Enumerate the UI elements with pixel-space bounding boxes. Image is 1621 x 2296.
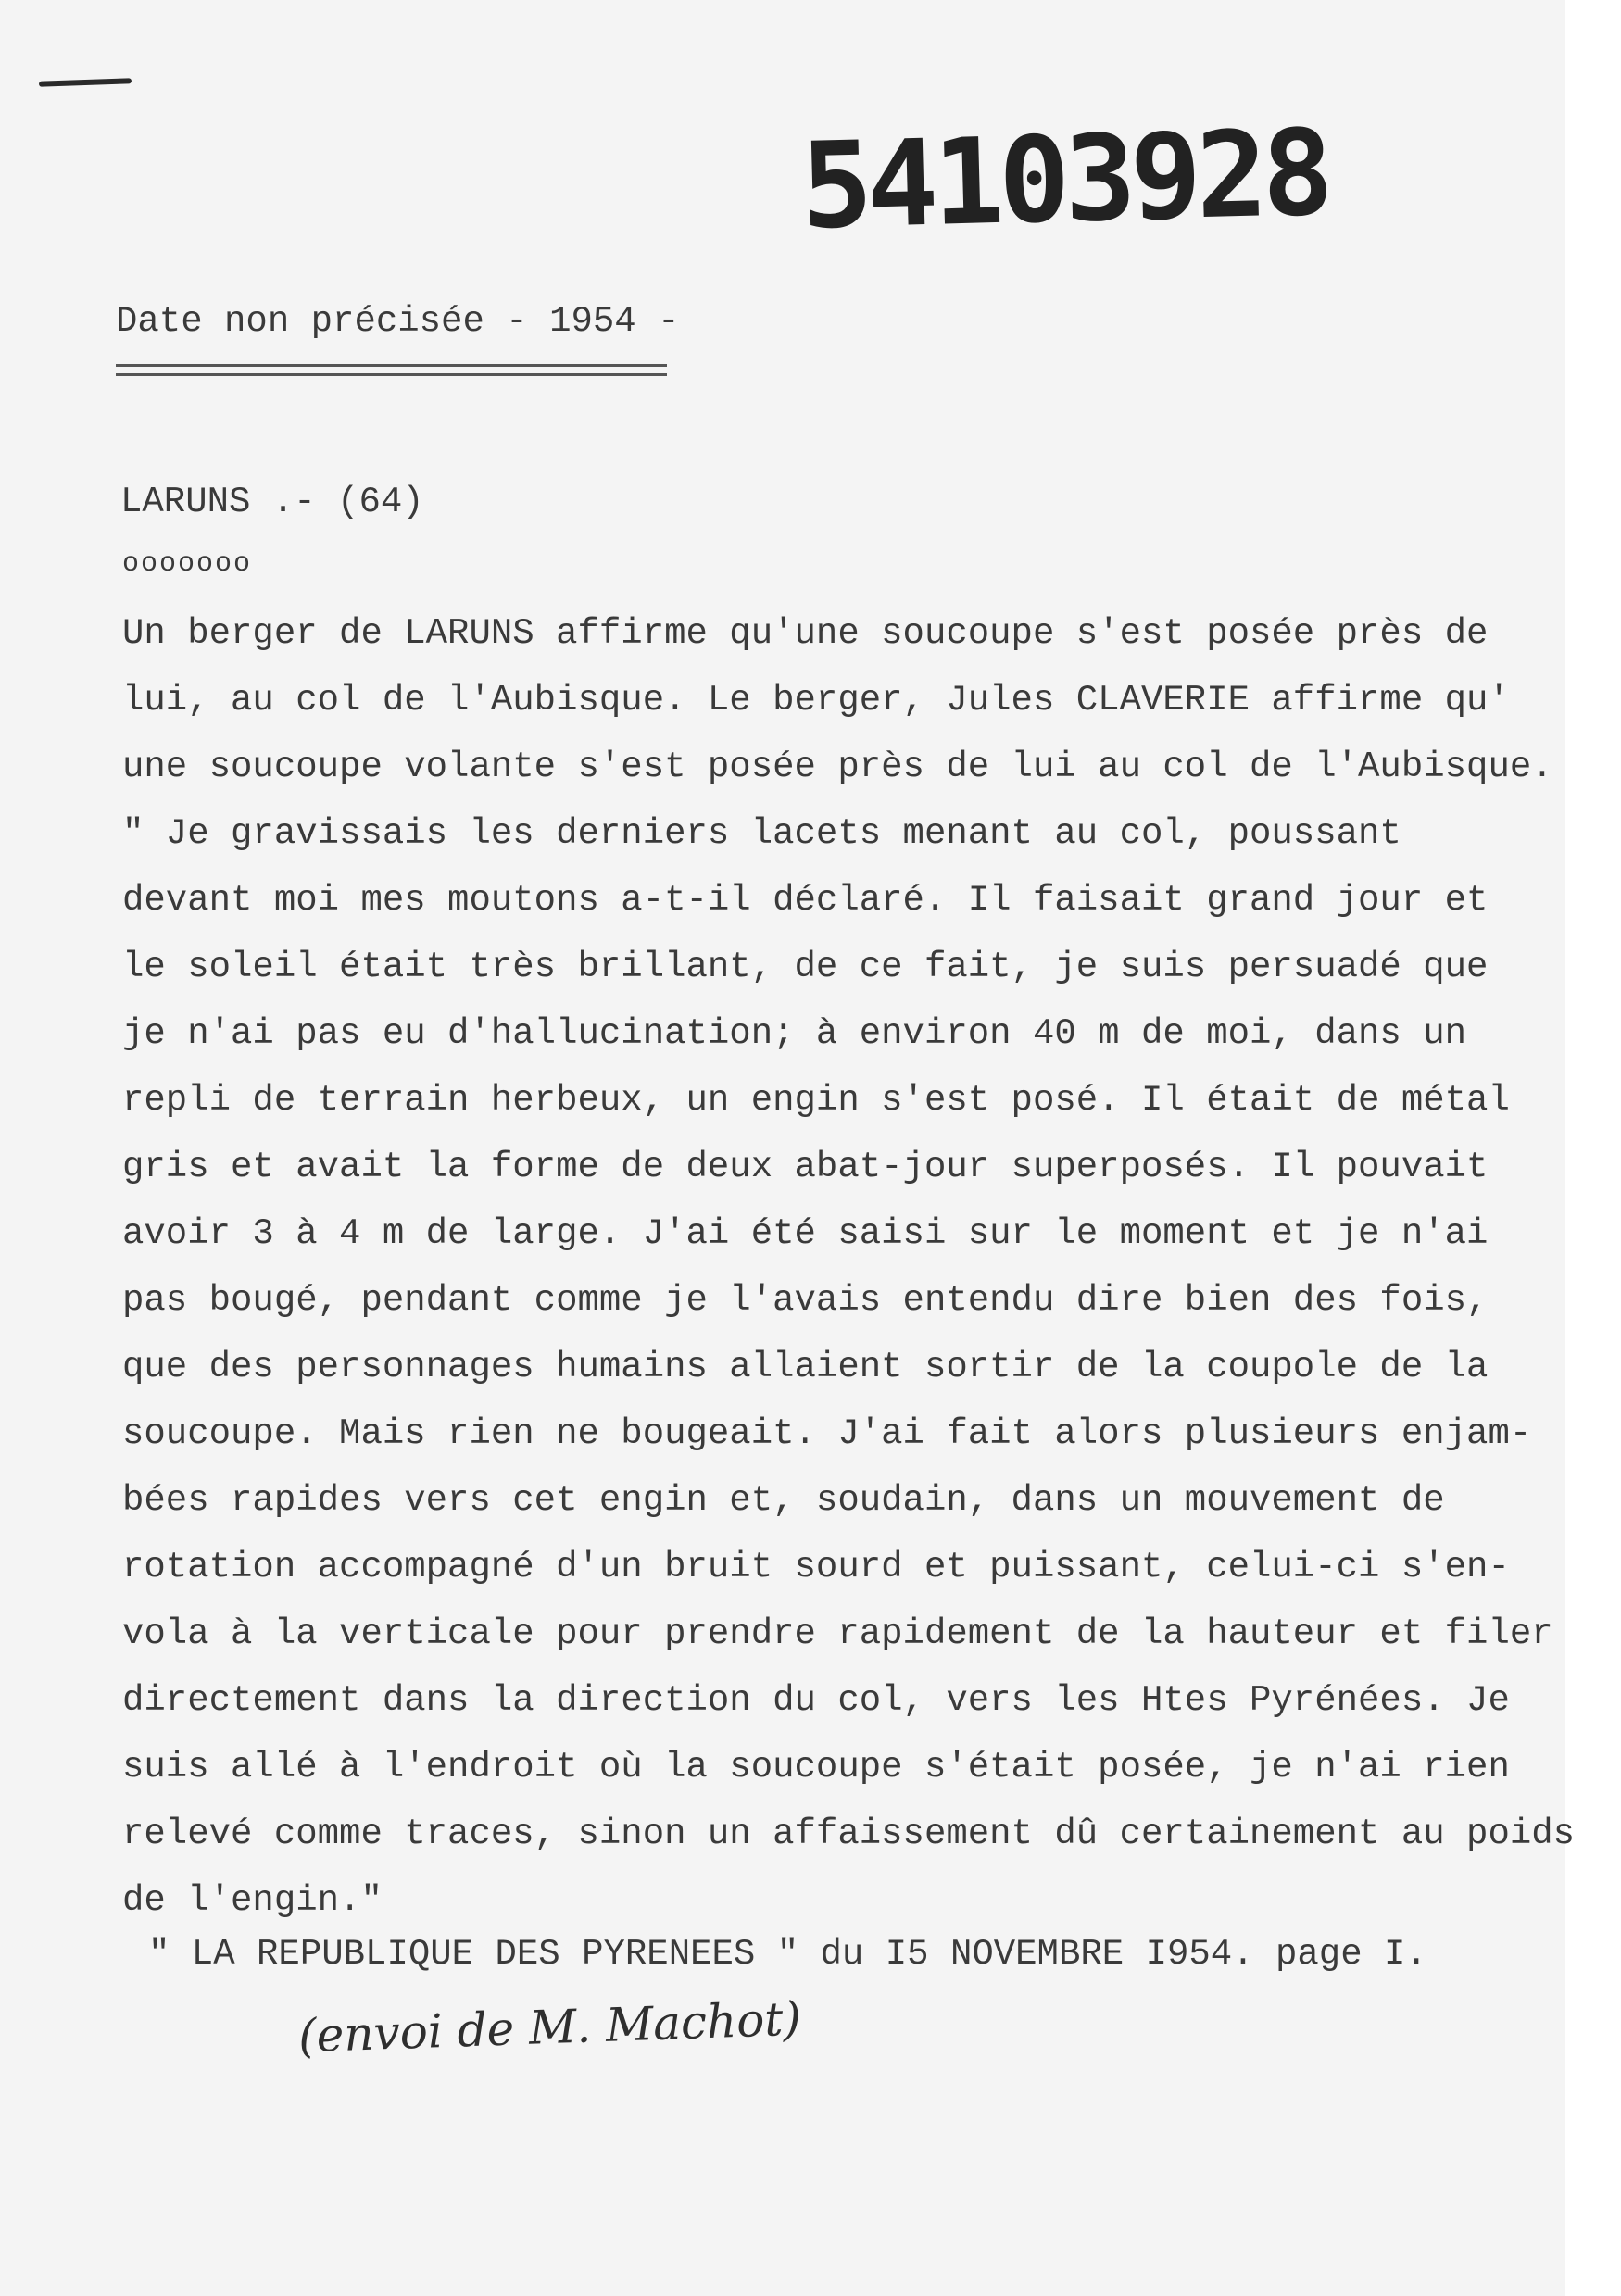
body-line: pas bougé, pendant comme je l'avais entendu dire bien des fois,	[122, 1280, 1489, 1321]
body-line: avoir 3 à 4 m de large. J'ai été saisi sur le moment et je n'ai	[122, 1213, 1489, 1254]
date-underline-1	[116, 364, 667, 367]
date-line: Date non précisée - 1954 -	[116, 301, 680, 342]
body-line: devant moi mes moutons a-t-il déclaré. Il faisait grand jour et	[122, 880, 1489, 921]
body-line: vola à la verticale pour prendre rapidement de la hauteur et filer	[122, 1613, 1553, 1654]
article-body	[122, 600, 1595, 1934]
body-line: soucoupe. Mais rien ne bougeait. J'ai fait alors plusieurs enjam-	[122, 1413, 1532, 1454]
source-citation: " LA REPUBLIQUE DES PYRENEES " du I5 NOVEMBRE I954. page I.	[148, 1934, 1427, 1975]
ornament-line: ooooooo	[122, 548, 253, 580]
handwritten-note: (envoi de M. Machot)	[297, 1991, 802, 2064]
body-line: " Je gravissais les derniers lacets menant au col, poussant	[122, 813, 1401, 854]
body-line: gris et avait la forme de deux abat-jour superposés. Il pouvait	[122, 1147, 1489, 1187]
body-line: lui, au col de l'Aubisque. Le berger, Jules CLAVERIE affirme qu'	[122, 680, 1510, 721]
place-heading: LARUNS .- (64)	[120, 482, 424, 522]
body-line: relevé comme traces, sinon un affaissement dû certainement au poids	[122, 1813, 1576, 1854]
body-line: rotation accompagné d'un bruit sourd et puissant, celui-ci s'en-	[122, 1547, 1510, 1587]
body-line: de l'engin."	[122, 1880, 383, 1921]
body-line: que des personnages humains allaient sortir de la coupole de la	[122, 1347, 1489, 1387]
body-line: le soleil était très brillant, de ce fait, je suis persuadé que	[122, 947, 1489, 987]
body-line: suis allé à l'endroit où la soucoupe s'était posée, je n'ai rien	[122, 1747, 1510, 1788]
body-line: une soucoupe volante s'est posée près de lui au col de l'Aubisque.	[122, 747, 1553, 787]
archive-stamp-number: 54103928	[799, 104, 1330, 257]
date-underline-2	[116, 373, 667, 376]
margin-mark	[39, 78, 132, 86]
body-line: bées rapides vers cet engin et, soudain, dans un mouvement de	[122, 1480, 1445, 1521]
body-line: directement dans la direction du col, vers les Htes Pyrénées. Je	[122, 1680, 1510, 1721]
body-line: je n'ai pas eu d'hallucination; à environ 40 m de moi, dans un	[122, 1013, 1467, 1054]
body-line: repli de terrain herbeux, un engin s'est posé. Il était de métal	[122, 1080, 1510, 1121]
body-line: Un berger de LARUNS affirme qu'une soucoupe s'est posée près de	[122, 613, 1489, 654]
